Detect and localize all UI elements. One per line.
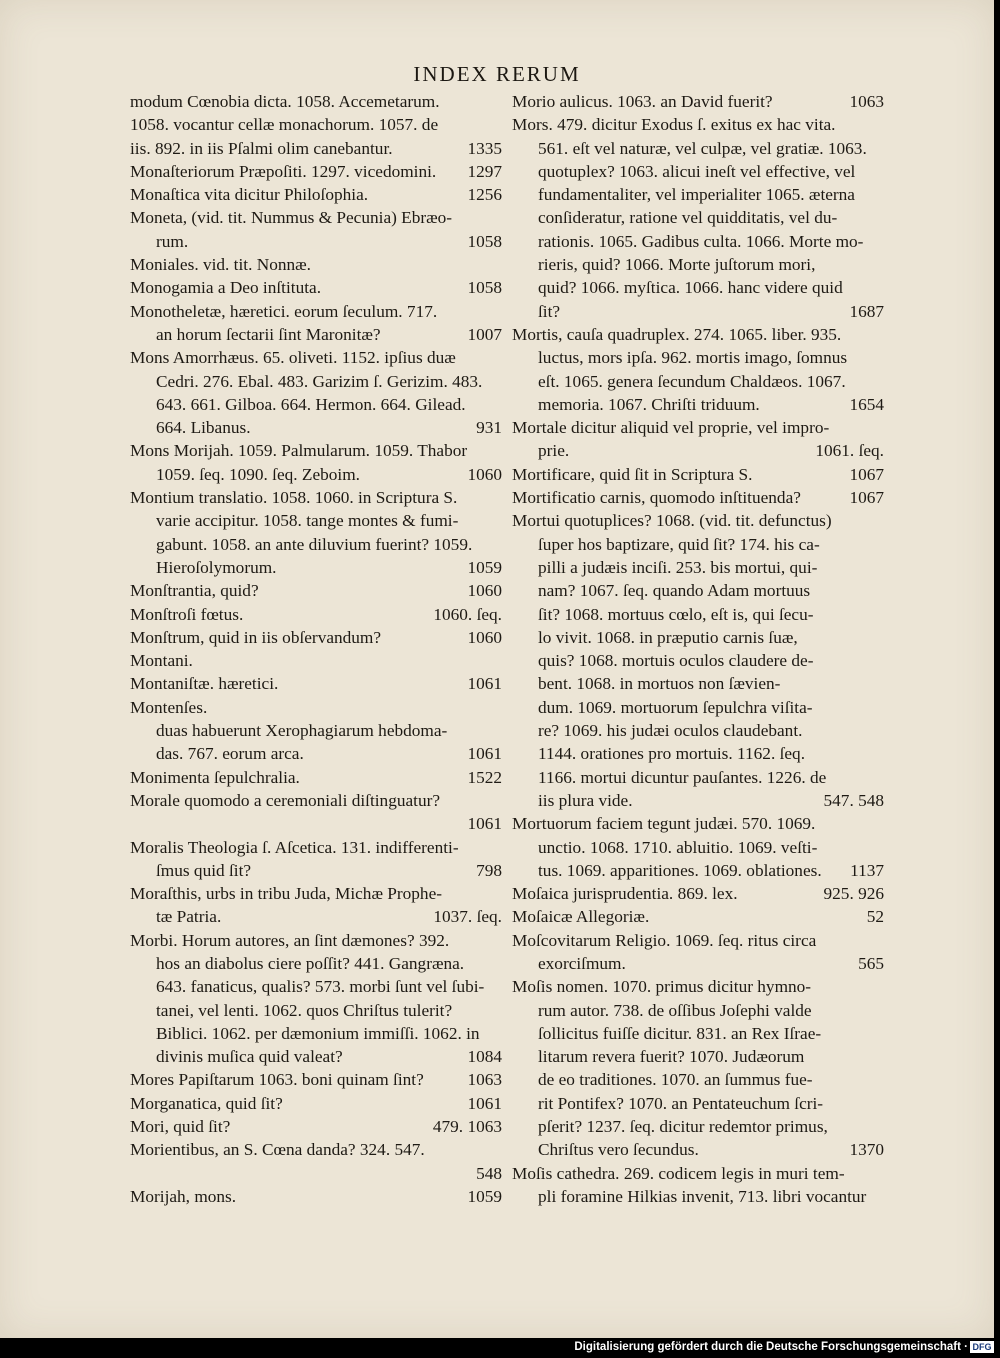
entry-text: Monogamia a Deo inſtituta. [130, 278, 322, 298]
index-entry-line [512, 649, 884, 672]
page-number: 1687 [849, 301, 884, 321]
entry-text: rationis. 1065. Gadibus culta. 1066. Morte mo- [538, 231, 864, 251]
index-entry-line [512, 486, 884, 509]
entry-text: luctus, mors ipſa. 962. mortis imago, ſomnus [538, 348, 848, 368]
entry-text: de eo traditiones. 1070. an ſummus fue- [538, 1070, 813, 1090]
entry-text: Mons Amorrhæus. 65. oliveti. 1152. ipſius duæ [130, 348, 456, 368]
index-entry-line [512, 346, 884, 369]
index-entry-line [130, 509, 502, 532]
entry-text: pſerit? 1237. ſeq. dicitur redemtor primus, [538, 1117, 828, 1137]
page-number: 1058 [467, 231, 502, 251]
entry-text: Mores Papiſtarum 1063. boni quinam ſint? [130, 1070, 424, 1090]
entry-text: Monimenta ſepulchralia. [130, 767, 300, 787]
entry-text: re? 1069. his judæi oculos claudebant. [538, 721, 803, 741]
entry-text: tanei, vel lenti. 1062. quos Chriſtus tulerit? [156, 1000, 453, 1020]
entry-text: memoria. 1067. Chriſti triduum. [538, 394, 760, 414]
index-entry-line [512, 1022, 884, 1045]
page-number: 1067 [849, 488, 884, 508]
entry-text: Morganatica, quid ſit? [130, 1093, 283, 1113]
index-entry-line [512, 276, 884, 299]
index-entry-line [512, 812, 884, 835]
entry-text: Morientibus, an S. Cœna danda? 324. 547. [130, 1140, 425, 1160]
entry-text: eſt. 1065. genera ſecundum Chaldæos. 1067. [538, 371, 846, 391]
index-entry-line [512, 137, 884, 160]
index-entry-line [130, 393, 502, 416]
index-entry-line [130, 276, 502, 299]
index-entry-line [512, 206, 884, 229]
page-number: 1061 [467, 674, 502, 694]
page-number: 52 [866, 907, 884, 927]
page-header: INDEX RERUM [413, 62, 581, 86]
page-number: 1060. ſeq. [433, 604, 502, 624]
index-entry-line [512, 882, 884, 905]
index-entry-line [512, 1068, 884, 1091]
index-entry-line [130, 719, 502, 742]
entry-text: ſmus quid ſit? [156, 860, 252, 880]
index-entry-line [130, 1138, 502, 1161]
index-entry-line [512, 183, 884, 206]
index-entry-line [130, 1185, 502, 1208]
index-entry-line [130, 90, 502, 113]
page-number: 1522 [467, 767, 502, 787]
entry-text: rit Pontifex? 1070. an Pentateuchum ſcri- [538, 1093, 824, 1113]
entry-text: nam? 1067. ſeq. quando Adam mortuus [538, 581, 811, 601]
index-entry-line [130, 812, 502, 835]
index-entry-line [130, 416, 502, 439]
index-entry-line [130, 1092, 502, 1115]
index-entry-line [512, 626, 884, 649]
entry-text: Montenſes. [130, 697, 208, 717]
index-entry-line [512, 300, 884, 323]
index-entry-line [130, 766, 502, 789]
entry-text: lo vivit. 1068. in præputio carnis ſuæ, [538, 627, 798, 647]
entry-text: Morale quomodo a ceremoniali diſtinguatur? [130, 790, 441, 810]
page-number: 1063 [467, 1070, 502, 1090]
page-number: 1063 [849, 92, 884, 111]
left-index-column [130, 90, 502, 1208]
index-entry-line [130, 533, 502, 556]
entry-text: Moſis nomen. 1070. primus dicitur hymno- [512, 977, 812, 997]
index-entry-line [512, 416, 884, 439]
index-entry-line [512, 90, 884, 113]
page-number: 1084 [467, 1047, 502, 1067]
entry-text: iis. 892. in iis Pſalmi olim canebantur. [130, 138, 393, 158]
index-entry-line [130, 1045, 502, 1068]
entry-text: tus. 1069. apparitiones. 1069. oblationes. [538, 860, 822, 880]
entry-text: Monaſtica vita dicitur Philoſophia. [130, 185, 369, 205]
entry-text: ſollicitus fuiſſe dicitur. 831. an Rex Iſrae- [538, 1023, 822, 1043]
page-number: 548 [476, 1163, 502, 1183]
index-entry-line [512, 672, 884, 695]
index-entry-line [130, 183, 502, 206]
page-number: 547. 548 [823, 790, 884, 810]
index-entry-line [130, 1162, 502, 1185]
entry-text: rieris, quid? 1066. Morte juſtorum mori, [538, 255, 816, 275]
index-entry-line [130, 160, 502, 183]
index-entry-line [130, 439, 502, 462]
index-entry-line [130, 463, 502, 486]
index-entry-line [512, 789, 884, 812]
index-entry-line [512, 766, 884, 789]
entry-text: dum. 1069. mortuorum ſepulchra viſita- [538, 697, 813, 717]
entry-text: Montaniſtæ. hæretici. [130, 674, 279, 694]
entry-text: duas habuerunt Xerophagiarum hebdoma- [156, 721, 448, 741]
entry-text: rum. [156, 231, 189, 251]
page-number: 931 [476, 418, 502, 438]
index-entry-line [130, 626, 502, 649]
index-entry-line [512, 230, 884, 253]
page-number: 1060 [467, 581, 502, 601]
entry-text: Biblici. 1062. per dæmonium immiſſi. 1062. in [156, 1023, 480, 1043]
index-entry-line [130, 556, 502, 579]
index-entry-line [512, 253, 884, 276]
entry-text: 1144. orationes pro mortuis. 1162. ſeq. [538, 744, 806, 764]
entry-text: Monaſteriorum Præpoſiti. 1297. vicedomini. [130, 161, 437, 181]
index-entry-line [512, 509, 884, 532]
entry-text: tæ Patria. [156, 907, 222, 927]
page-number: 925. 926 [823, 884, 884, 904]
index-entry-line [512, 1138, 884, 1161]
index-entry-line [512, 533, 884, 556]
entry-text: conſideratur, ratione vel quidditatis, vel du- [538, 208, 838, 228]
index-entry-line [130, 579, 502, 602]
index-entry-line [130, 672, 502, 695]
index-entry-line [512, 439, 884, 462]
index-entry-line [130, 137, 502, 160]
index-entry-line [512, 952, 884, 975]
entry-text: Mortuorum faciem tegunt judæi. 570. 1069. [512, 814, 816, 834]
index-entry-line [130, 113, 502, 136]
index-entry-line [512, 393, 884, 416]
entry-text: Mortificatio carnis, quomodo inſtituenda? [512, 488, 801, 508]
entry-text: ſit? [538, 301, 561, 321]
index-entry-line [130, 346, 502, 369]
entry-text: varie accipitur. 1058. tange montes & fumi- [156, 511, 459, 531]
entry-text: Moralis Theologia ſ. Aſcetica. 131. indifferenti- [130, 837, 459, 857]
entry-text: 664. Libanus. [156, 418, 251, 438]
index-entry-line [512, 742, 884, 765]
page-number: 1256 [467, 185, 502, 205]
entry-text: 1059. ſeq. 1090. ſeq. Zeboim. [156, 464, 360, 484]
index-entry-line [512, 463, 884, 486]
index-entry-line [512, 603, 884, 626]
entry-text: Hieroſolymorum. [156, 557, 277, 577]
page-number: 1370 [849, 1140, 884, 1160]
page-number: 1335 [467, 138, 502, 158]
index-entry-line [512, 113, 884, 136]
page-number: 1067 [849, 464, 884, 484]
index-entry-line [512, 1045, 884, 1068]
entry-text: an horum ſectarii ſint Maronitæ? [156, 324, 381, 344]
entry-text: Cedri. 276. Ebal. 483. Garizim ſ. Gerizim. 483. [156, 371, 483, 391]
entry-text: pli foramine Hilkias invenit, 713. libri vocantur [538, 1186, 867, 1206]
index-entry-line [130, 230, 502, 253]
entry-text: 643. 661. Gilboa. 664. Hermon. 664. Gilead. [156, 394, 466, 414]
entry-text: Moſcovitarum Religio. 1069. ſeq. ritus circa [512, 930, 817, 950]
entry-text: Mortale dicitur aliquid vel proprie, vel impro- [512, 418, 830, 438]
page-number: 1061 [467, 744, 502, 764]
index-entry-line [512, 696, 884, 719]
page-number: 1297 [467, 161, 502, 181]
index-entry-line [512, 1092, 884, 1115]
index-entry-line [130, 882, 502, 905]
right-index-column [512, 90, 884, 1208]
entry-text: Moſaicæ Allegoriæ. [512, 907, 650, 927]
dfg-logo: DFG [970, 1341, 994, 1353]
index-entry-line [130, 905, 502, 928]
index-entry-line [130, 742, 502, 765]
index-entry-line [130, 952, 502, 975]
entry-text: gabunt. 1058. an ante diluvium fuerint? 1059. [156, 534, 473, 554]
entry-text: Monſtrum, quid in iis obſervandum? [130, 627, 382, 647]
entry-text: Mons Morijah. 1059. Palmularum. 1059. Thabor [130, 441, 468, 461]
entry-text: Chriſtus vero ſecundus. [538, 1140, 699, 1160]
index-entry-line [512, 160, 884, 183]
page-edge [994, 0, 1000, 1338]
entry-text: unctio. 1068. 1710. abluitio. 1069. veſti- [538, 837, 818, 857]
index-entry-line [130, 486, 502, 509]
index-entry-line [512, 323, 884, 346]
entry-text: hos an diabolus ciere poſſit? 441. Gangræna. [156, 953, 465, 973]
entry-text: das. 767. eorum arca. [156, 744, 304, 764]
page-number: 1654 [849, 394, 884, 414]
index-entry-line [130, 323, 502, 346]
index-entry-line [130, 836, 502, 859]
entry-text: rum autor. 738. de oſſibus Joſephi valde [538, 1000, 812, 1020]
entry-text: Montani. [130, 651, 193, 671]
index-entry-line [512, 719, 884, 742]
page-number: 1061. ſeq. [815, 441, 884, 461]
index-entry-line [512, 836, 884, 859]
entry-text: Morio aulicus. 1063. an David fuerit? [512, 92, 773, 111]
index-entry-line [512, 1185, 884, 1208]
index-entry-line [512, 1162, 884, 1185]
page-number: 798 [476, 860, 502, 880]
index-entry-line [130, 370, 502, 393]
index-entry-line [512, 929, 884, 952]
index-entry-line [130, 1115, 502, 1138]
entry-text: fundamentaliter, vel imperialiter 1065. æterna [538, 185, 855, 205]
index-entry-line [130, 300, 502, 323]
page-number: 1060 [467, 464, 502, 484]
page-number: 1059 [467, 1186, 502, 1206]
entry-text: Morijah, mons. [130, 1186, 237, 1206]
entry-text: quis? 1068. mortuis oculos claudere de- [538, 651, 814, 671]
entry-text: Mors. 479. dicitur Exodus ſ. exitus ex hac vita. [512, 115, 836, 135]
entry-text: divinis muſica quid valeat? [156, 1047, 343, 1067]
footer-credit: Digitalisierung gefördert durch die Deutsche Forschungsgemeinschaft · [574, 1341, 968, 1353]
index-entry-line [130, 789, 502, 812]
index-entry-line [512, 859, 884, 882]
index-entry-line [130, 696, 502, 719]
entry-text: iis plura vide. [538, 790, 633, 810]
index-entry-line [130, 1068, 502, 1091]
index-entry-line [130, 999, 502, 1022]
entry-text: Moneta, (vid. tit. Nummus & Pecunia) Ebræo- [130, 208, 453, 228]
index-entry-line [512, 579, 884, 602]
entry-text: ſit? 1068. mortuus cœlo, eſt is, qui ſecu- [538, 604, 814, 624]
index-entry-line [130, 1022, 502, 1045]
page-number: 1061 [467, 814, 502, 834]
entry-text: Moraſthis, urbs in tribu Juda, Michæ Prophe- [130, 884, 442, 904]
entry-text: quotuplex? 1063. alicui ineſt vel effective, vel [538, 161, 856, 181]
index-entry-line [130, 859, 502, 882]
index-entry-line [512, 370, 884, 393]
page-number: 1059 [467, 557, 502, 577]
index-entry-line [130, 603, 502, 626]
entry-text: Monotheletæ, hæretici. eorum ſeculum. 717. [130, 301, 438, 321]
index-entry-line [130, 253, 502, 276]
page-number: 1058 [467, 278, 502, 298]
index-entry-line [512, 905, 884, 928]
page-number: 1060 [467, 627, 502, 647]
entry-text: 643. fanaticus, qualis? 573. morbi ſunt vel ſubi- [156, 977, 485, 997]
entry-text: pilli a judæis inciſi. 253. bis mortui, qui- [538, 557, 818, 577]
entry-text: 1058. vocantur cellæ monachorum. 1057. de [130, 115, 439, 135]
entry-text: Moſis cathedra. 269. codicem legis in muri tem- [512, 1163, 845, 1183]
page-number: 565 [858, 953, 884, 973]
page-number: 1007 [467, 324, 502, 344]
entry-text: Monſtrantia, quid? [130, 581, 259, 601]
entry-text: Moniales. vid. tit. Nonnæ. [130, 255, 311, 275]
entry-text: litarum revera fuerit? 1070. Judæorum [538, 1047, 805, 1067]
entry-text: Mortificare, quid ſit in Scriptura S. [512, 464, 753, 484]
entry-text: Montium translatio. 1058. 1060. in Scriptura S. [130, 488, 458, 508]
index-entry-line [130, 929, 502, 952]
entry-text: Mortis, cauſa quadruplex. 274. 1065. liber. 935. [512, 324, 842, 344]
index-entry-line [512, 1115, 884, 1138]
entry-text: bent. 1068. in mortuos non ſævien- [538, 674, 781, 694]
entry-text: Monſtroſi fœtus. [130, 604, 244, 624]
index-entry-line [512, 999, 884, 1022]
page-number: 1037. ſeq. [433, 907, 502, 927]
entry-text: prie. [538, 441, 570, 461]
page-number: 479. 1063 [432, 1117, 502, 1137]
page-number: 1061 [467, 1093, 502, 1113]
index-entry-line [130, 649, 502, 672]
entry-text: quid? 1066. myſtica. 1066. hanc videre quid [538, 278, 843, 298]
entry-text: Moſaica jurisprudentia. 869. lex. [512, 884, 738, 904]
entry-text: Morbi. Horum autores, an ſint dæmones? 392. [130, 930, 450, 950]
index-entry-line [512, 556, 884, 579]
index-entry-line [130, 975, 502, 998]
index-entry-line [130, 206, 502, 229]
entry-text: 561. eſt vel naturæ, vel culpæ, vel gratiæ. 1063. [538, 138, 867, 158]
entry-text: ſuper hos baptizare, quid ſit? 174. his ca- [538, 534, 820, 554]
entry-text: exorciſmum. [538, 953, 626, 973]
entry-text: 1166. mortui dicuntur pauſantes. 1226. de [538, 767, 827, 787]
entry-text: Mortui quotuplices? 1068. (vid. tit. defunctus) [512, 511, 832, 531]
entry-text: Mori, quid ſit? [130, 1117, 231, 1137]
page-number: 1137 [850, 860, 884, 880]
index-entry-line [512, 975, 884, 998]
entry-text: modum Cœnobia dicta. 1058. Accemetarum. [130, 92, 440, 111]
